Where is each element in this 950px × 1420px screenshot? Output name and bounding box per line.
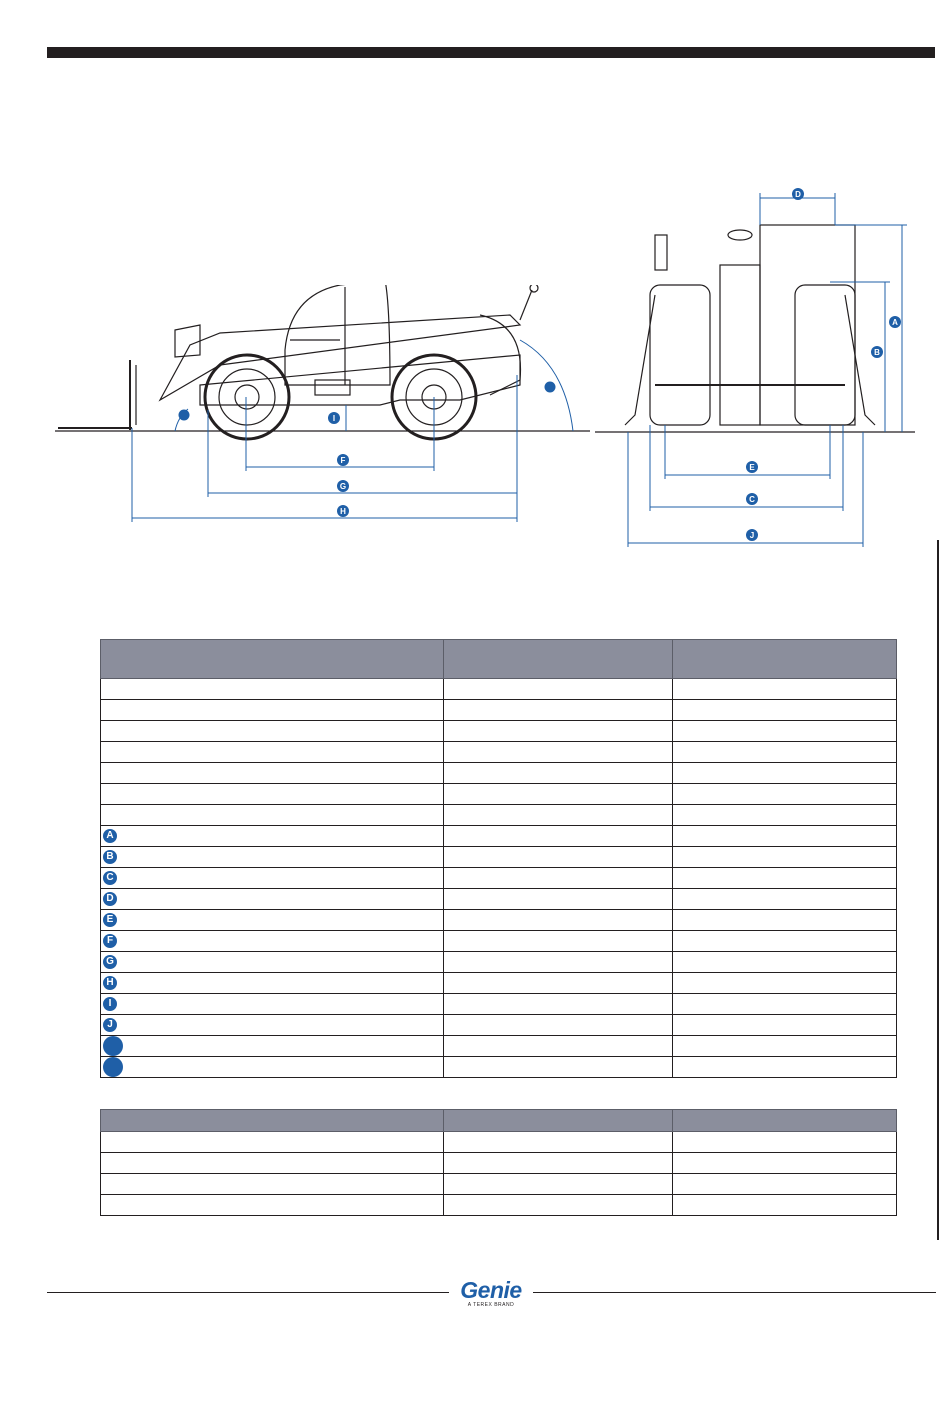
dimension-badge: B xyxy=(103,850,117,864)
table-cell xyxy=(444,1153,673,1174)
table-row xyxy=(101,1195,897,1216)
table-cell xyxy=(673,973,897,994)
table-cell xyxy=(673,1153,897,1174)
footer-rule-left xyxy=(47,1292,449,1293)
table-row xyxy=(101,1057,897,1078)
table-cell xyxy=(673,1195,897,1216)
table-cell xyxy=(101,1174,444,1195)
logo-wordmark: Genie xyxy=(460,1277,522,1303)
table-cell xyxy=(673,679,897,700)
dimension-badge: C xyxy=(103,871,117,885)
table-cell xyxy=(101,784,444,805)
dimension-badge: E xyxy=(103,913,117,927)
table-cell xyxy=(101,700,444,721)
table-cell xyxy=(101,826,444,847)
dimensions-table-header xyxy=(101,640,897,679)
table-cell xyxy=(673,826,897,847)
dim-label-H: H xyxy=(340,507,346,516)
table-cell xyxy=(444,805,673,826)
dim-label-J: J xyxy=(749,531,755,540)
table-row xyxy=(101,1036,897,1057)
table-cell xyxy=(673,1132,897,1153)
angle-dot-rear xyxy=(545,382,556,393)
logo-tagline: A TEREX BRAND xyxy=(467,1302,515,1308)
dimension-badge: G xyxy=(103,955,117,969)
footer-rule-right xyxy=(533,1292,936,1293)
table-cell xyxy=(673,1036,897,1057)
table-cell xyxy=(101,763,444,784)
table-cell xyxy=(101,1015,444,1036)
table-cell xyxy=(101,952,444,973)
table-row xyxy=(101,784,897,805)
header-cell xyxy=(673,1110,897,1132)
table-row xyxy=(101,889,897,910)
table-row xyxy=(101,1132,897,1153)
table-cell xyxy=(444,1174,673,1195)
dim-label-I: I xyxy=(332,414,336,423)
dimension-badge xyxy=(103,1057,123,1077)
table-cell xyxy=(673,700,897,721)
dim-label-A: A xyxy=(892,318,898,327)
table-cell xyxy=(444,784,673,805)
table-row xyxy=(101,700,897,721)
table-cell xyxy=(444,826,673,847)
header-cell xyxy=(101,1110,444,1132)
header-cell xyxy=(673,640,897,679)
table-cell xyxy=(673,1174,897,1195)
table-cell xyxy=(444,994,673,1015)
table-cell xyxy=(673,805,897,826)
table-cell xyxy=(101,805,444,826)
table-cell xyxy=(101,931,444,952)
table-cell xyxy=(101,1036,444,1057)
dim-label-G: G xyxy=(339,482,347,491)
angle-dot-front xyxy=(179,410,190,421)
dimension-badge: I xyxy=(103,997,117,1011)
dimension-badge: A xyxy=(103,829,117,843)
table-cell xyxy=(444,721,673,742)
table-cell xyxy=(444,868,673,889)
table-row xyxy=(101,763,897,784)
table-row xyxy=(101,868,897,889)
table-cell xyxy=(101,847,444,868)
dim-label-D: D xyxy=(795,190,801,199)
dimension-badge: D xyxy=(103,892,117,906)
table-cell xyxy=(673,994,897,1015)
table-cell xyxy=(444,973,673,994)
table-cell xyxy=(673,721,897,742)
table-row xyxy=(101,679,897,700)
table-cell xyxy=(673,763,897,784)
table-cell xyxy=(101,973,444,994)
table-cell xyxy=(444,1057,673,1078)
header-cell xyxy=(444,640,673,679)
dimension-badge: H xyxy=(103,976,117,990)
table-cell xyxy=(673,889,897,910)
table-cell xyxy=(101,910,444,931)
table-cell xyxy=(673,1015,897,1036)
table-cell xyxy=(101,1132,444,1153)
table-cell xyxy=(673,742,897,763)
table-row xyxy=(101,910,897,931)
table-cell xyxy=(444,679,673,700)
table-cell xyxy=(673,910,897,931)
table-cell xyxy=(673,952,897,973)
table-row xyxy=(101,721,897,742)
table-cell xyxy=(444,763,673,784)
table-row xyxy=(101,847,897,868)
table-cell xyxy=(101,742,444,763)
secondary-table xyxy=(100,1109,897,1216)
dimension-badge: F xyxy=(103,934,117,948)
table-cell xyxy=(101,1153,444,1174)
table-row xyxy=(101,805,897,826)
dim-label-E: E xyxy=(749,463,755,472)
table-cell xyxy=(444,700,673,721)
table-row xyxy=(101,931,897,952)
table-cell xyxy=(673,1057,897,1078)
table-row xyxy=(101,826,897,847)
dim-label-F: F xyxy=(340,456,346,465)
side-rule xyxy=(937,540,939,1240)
table-cell xyxy=(444,1036,673,1057)
table-row xyxy=(101,1015,897,1036)
table-cell xyxy=(101,721,444,742)
table-cell xyxy=(101,1057,444,1078)
dimension-badge xyxy=(103,1036,123,1056)
dim-label-C: C xyxy=(749,495,755,504)
table-cell xyxy=(673,784,897,805)
table-cell xyxy=(673,847,897,868)
table-cell xyxy=(444,1132,673,1153)
table-cell xyxy=(444,952,673,973)
table-cell xyxy=(444,847,673,868)
table-cell xyxy=(673,868,897,889)
table-cell xyxy=(101,868,444,889)
table-row xyxy=(101,1174,897,1195)
table-cell xyxy=(444,910,673,931)
table-row xyxy=(101,952,897,973)
dimension-badge: J xyxy=(103,1018,117,1032)
table-cell xyxy=(444,742,673,763)
table-cell xyxy=(673,931,897,952)
top-rule xyxy=(47,47,935,58)
front-view-diagram xyxy=(595,185,915,555)
table-cell xyxy=(101,994,444,1015)
secondary-table-header xyxy=(101,1110,897,1132)
table-cell xyxy=(101,889,444,910)
table-row xyxy=(101,973,897,994)
dimensions-table xyxy=(100,639,897,1078)
side-view-diagram xyxy=(50,285,590,525)
header-cell xyxy=(444,1110,673,1132)
table-cell xyxy=(101,679,444,700)
table-row xyxy=(101,994,897,1015)
table-row xyxy=(101,1153,897,1174)
table-cell xyxy=(444,1195,673,1216)
table-cell xyxy=(444,889,673,910)
table-cell xyxy=(444,931,673,952)
table-cell xyxy=(101,1195,444,1216)
table-row xyxy=(101,742,897,763)
dim-label-B: B xyxy=(874,348,880,357)
header-cell xyxy=(101,640,444,679)
genie-logo xyxy=(453,1278,529,1308)
table-cell xyxy=(444,1015,673,1036)
